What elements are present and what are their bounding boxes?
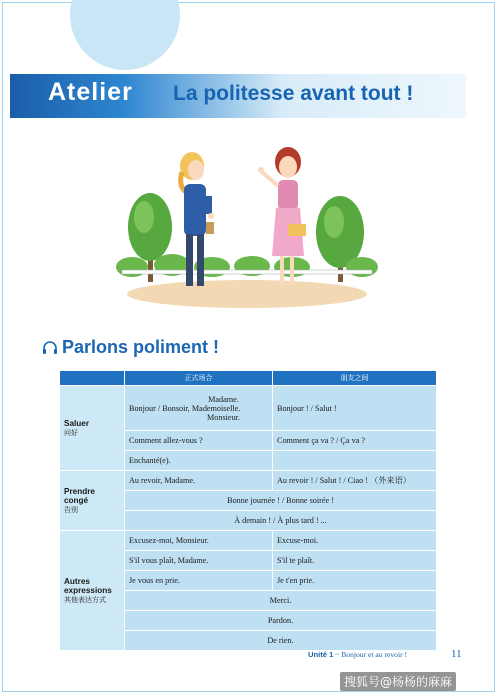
banner-title: Atelier [48, 78, 133, 106]
cell-formal: Je vous en prie. [125, 571, 273, 591]
cell-informal-empty [273, 451, 437, 471]
section-title: Parlons poliment ! [62, 337, 220, 357]
atelier-banner [10, 74, 466, 118]
cell-line: Monsieur. [207, 412, 240, 422]
cell-formal: Excusez-moi, Monsieur. [125, 531, 273, 551]
footer-unit-title: ~ Bonjour et au revoir ! [335, 650, 408, 659]
header-informal: 朋友之间 [273, 371, 437, 386]
page-footer [308, 650, 407, 659]
category-label-line: Prendre [64, 486, 95, 496]
page-number: 11 [451, 648, 462, 660]
cell-informal: Comment ça va ? / Ça va ? [273, 431, 437, 451]
cell-line: Bonjour / Bonsoir, Mademoiselle. [129, 403, 241, 413]
category-label-line: congé [64, 495, 89, 505]
table-header-row [60, 371, 437, 386]
ground-path [127, 280, 367, 308]
cell-informal: Bonjour ! / Salut ! [273, 386, 437, 431]
cell-informal: Au revoir ! / Salut ! / Ciao ! （外来语） [273, 471, 437, 491]
category-label: Saluer [64, 418, 90, 428]
cell-formal: S'il vous plaît, Madame. [125, 551, 273, 571]
header-formal: 正式场合 [125, 371, 273, 386]
category-label-cn: 问好 [64, 428, 78, 437]
headphones-icon [42, 341, 58, 355]
cell-formal: Enchanté(e). [125, 451, 273, 471]
footer-unit: Unité 1 [308, 650, 334, 659]
cell-formal: Comment allez-vous ? [125, 431, 273, 451]
category-conge [60, 471, 125, 531]
category-label-line: expressions [64, 585, 112, 595]
cell-formal [125, 386, 273, 431]
watermark-text: 搜狐号@杨杨的麻麻 [340, 672, 456, 691]
cell-line: Madame. [208, 394, 239, 404]
table-row [60, 531, 437, 551]
cell-shared: Merci. [125, 591, 437, 611]
banner-subtitle: La politesse avant tout ! [173, 82, 414, 105]
category-saluer [60, 386, 125, 471]
section-heading [42, 337, 219, 358]
cell-formal: Au revoir, Madame. [125, 471, 273, 491]
cell-informal: Excuse-moi. [273, 531, 437, 551]
category-label-line: Autres [64, 576, 90, 586]
cell-informal: S'il te plaît. [273, 551, 437, 571]
category-autres [60, 531, 125, 651]
category-label-cn: 其他表达方式 [64, 595, 106, 604]
cell-shared: De rien. [125, 631, 437, 651]
table-row [60, 471, 437, 491]
category-label-cn: 告别 [64, 505, 78, 514]
politeness-table [60, 371, 437, 651]
illustration-two-women-greeting [112, 132, 382, 312]
cell-shared: À demain ! / À plus tard ! ... [125, 511, 437, 531]
cell-informal: Je t'en prie. [273, 571, 437, 591]
cell-shared: Pardon. [125, 611, 437, 631]
header-empty [60, 371, 125, 386]
table-row [60, 386, 437, 431]
cell-shared: Bonne journée ! / Bonne soirée ! [125, 491, 437, 511]
